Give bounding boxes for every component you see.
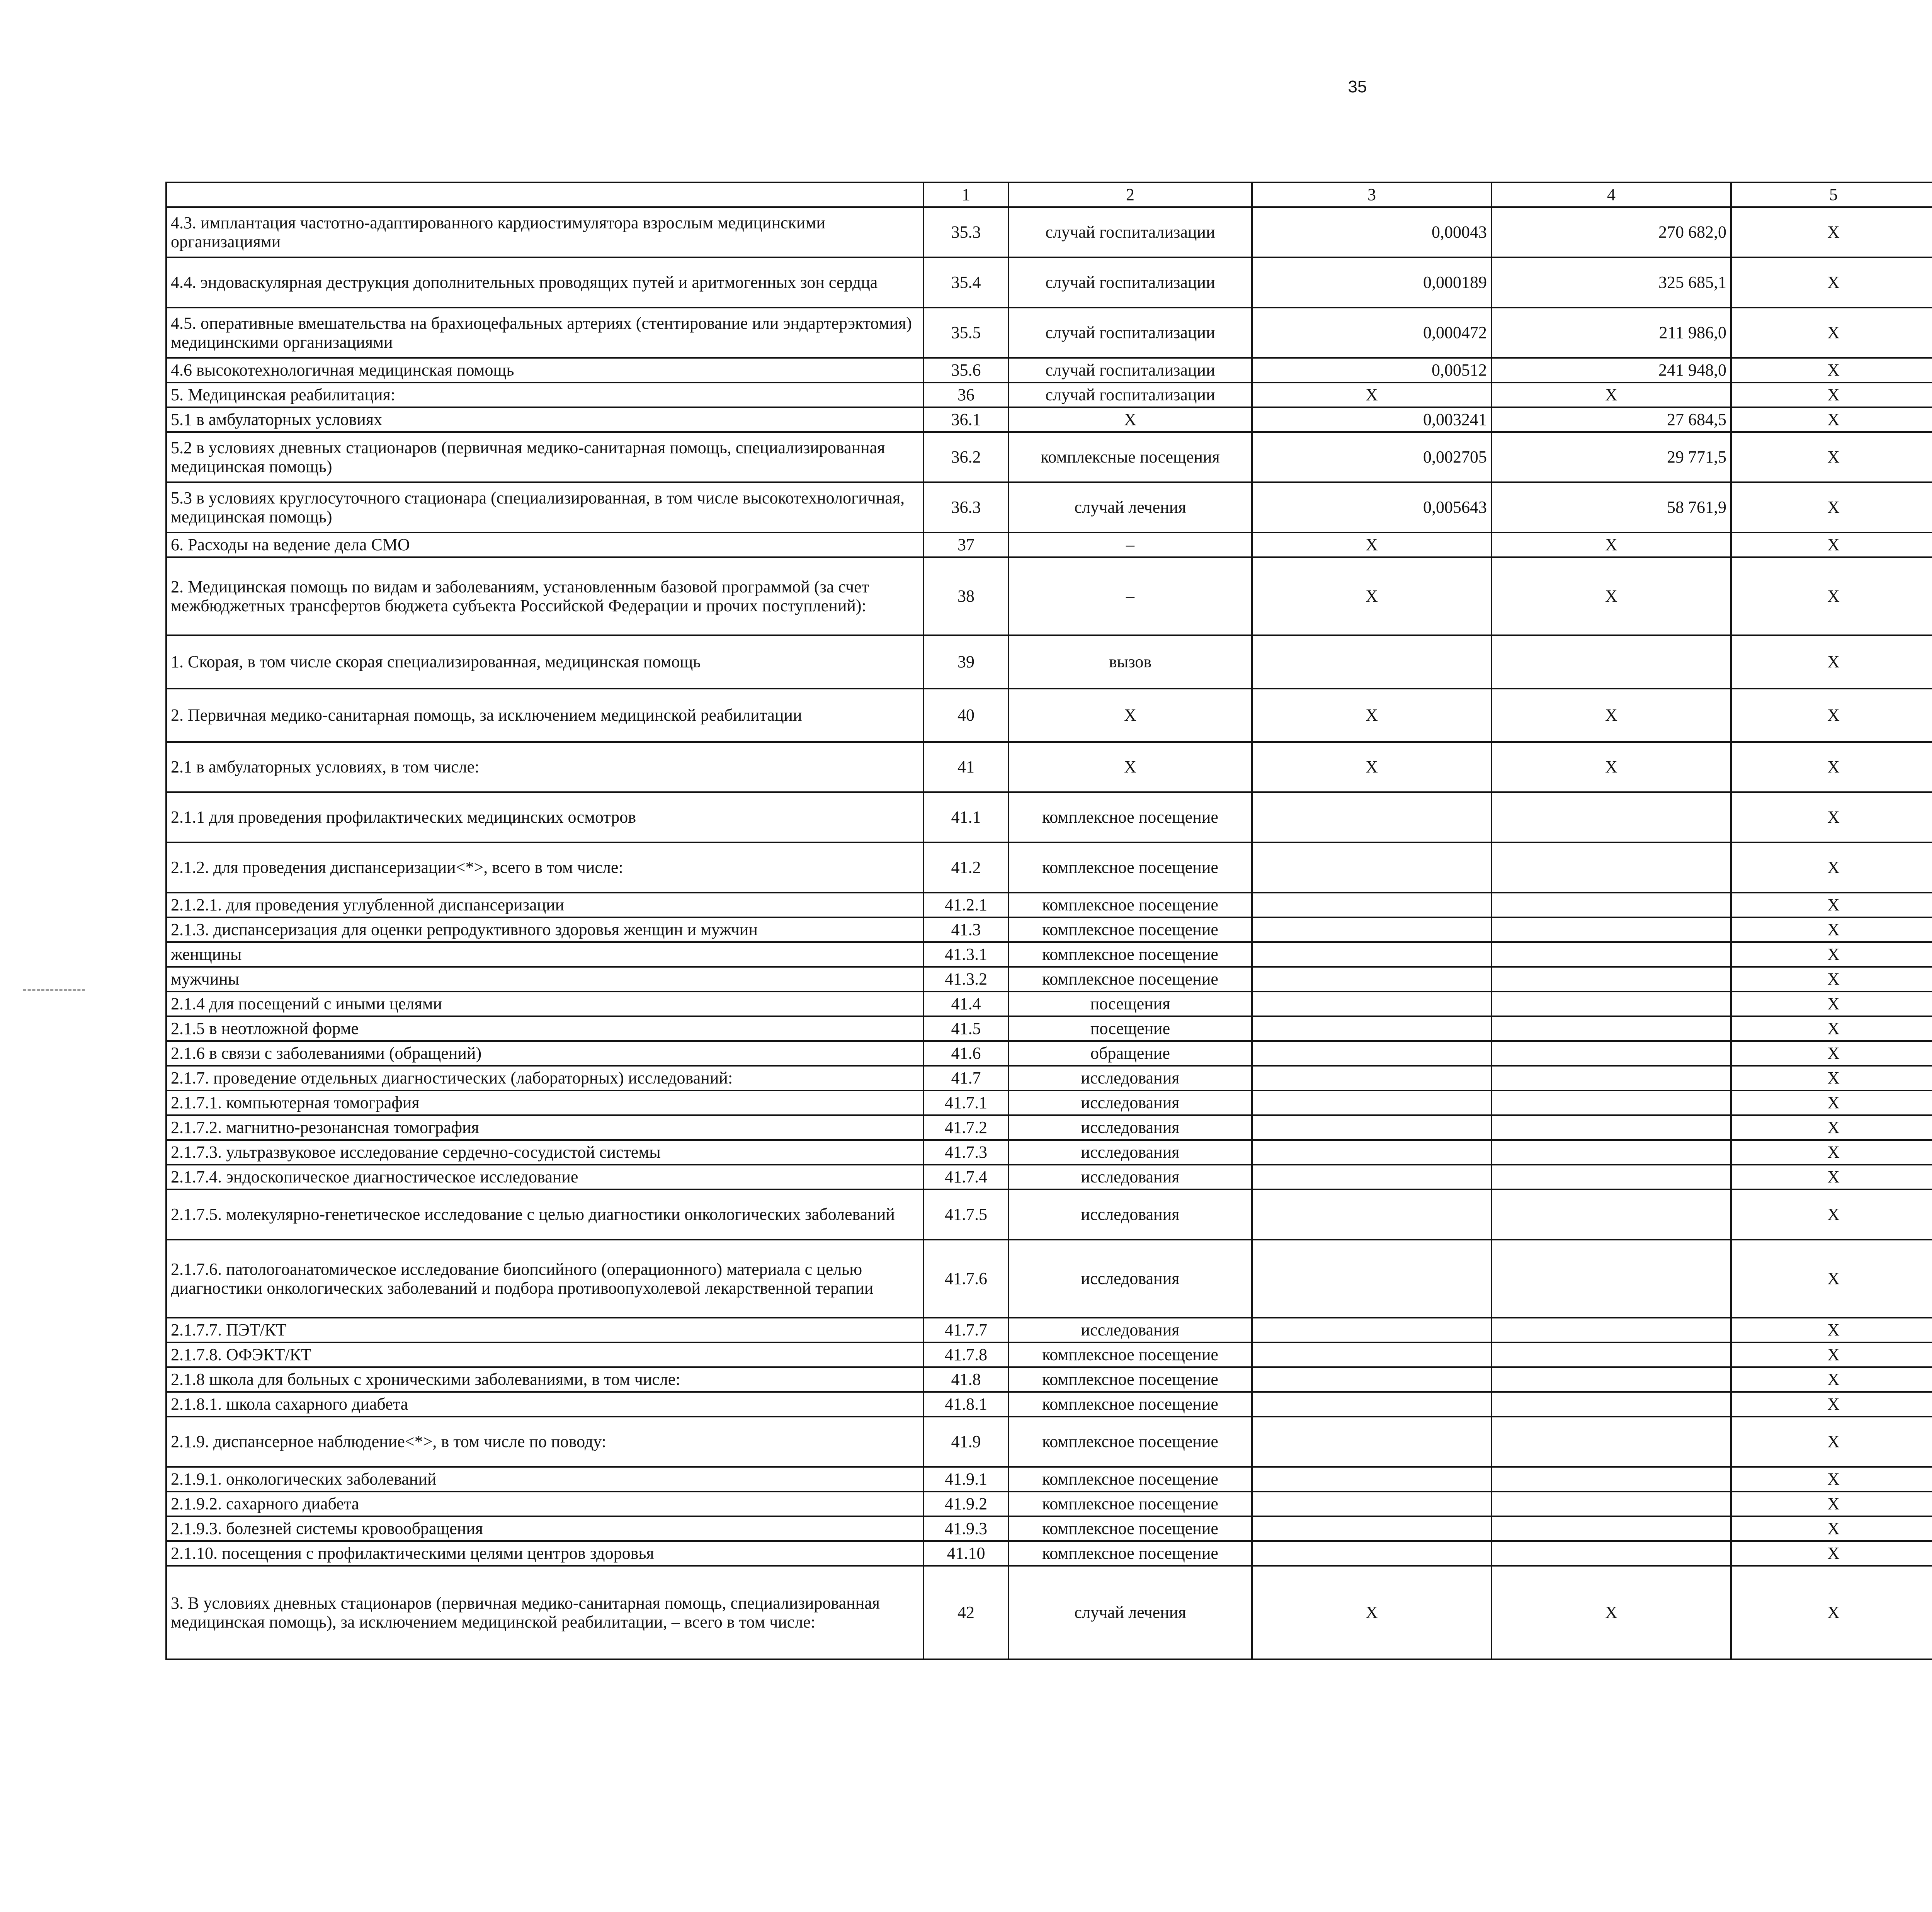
table-row	[166, 1417, 1932, 1467]
cell-col-4	[1492, 1140, 1731, 1165]
cell-row-code: 40	[923, 689, 1009, 742]
cell-col-5: X	[1731, 992, 1932, 1016]
table-row	[166, 358, 1932, 383]
cell-unit: комплексное посещение	[1009, 792, 1252, 842]
column-number-4: 4	[1492, 182, 1731, 207]
cell-row-code: 38	[923, 557, 1009, 635]
cell-row-label: 2.1.2.1. для проведения углубленной диспансеризации	[166, 893, 923, 917]
cell-row-label: 2.1.2. для проведения диспансеризации<*>, всего в том числе:	[166, 842, 923, 893]
cell-row-label: 2. Первичная медико-санитарная помощь, за исключением медицинской реабилитации	[166, 689, 923, 742]
cell-row-code: 41.7.1	[923, 1090, 1009, 1115]
cell-col-4: 58 761,9	[1492, 482, 1731, 532]
data-table	[165, 182, 1932, 1660]
cell-col-4	[1492, 893, 1731, 917]
cell-row-code: 36.1	[923, 407, 1009, 432]
cell-col-3	[1252, 992, 1492, 1016]
column-number-blank	[166, 182, 923, 207]
cell-col-3: X	[1252, 383, 1492, 407]
cell-col-3	[1252, 917, 1492, 942]
cell-unit: случай госпитализации	[1009, 308, 1252, 358]
cell-unit: случай госпитализации	[1009, 383, 1252, 407]
cell-col-5: X	[1731, 1467, 1932, 1492]
cell-col-4	[1492, 1115, 1731, 1140]
cell-col-5: X	[1731, 1140, 1932, 1165]
cell-col-3: 0,005643	[1252, 482, 1492, 532]
cell-col-5: X	[1731, 1417, 1932, 1467]
cell-unit: случай госпитализации	[1009, 207, 1252, 257]
cell-row-code: 41.9.2	[923, 1492, 1009, 1516]
cell-col-4	[1492, 992, 1731, 1016]
cell-unit: комплексное посещение	[1009, 1417, 1252, 1467]
cell-col-4: 325 685,1	[1492, 257, 1731, 308]
cell-row-code: 41.7	[923, 1066, 1009, 1090]
cell-col-4	[1492, 1090, 1731, 1115]
cell-col-4	[1492, 1318, 1731, 1342]
cell-row-code: 41	[923, 742, 1009, 792]
cell-col-4	[1492, 1189, 1731, 1240]
cell-col-5: X	[1731, 1318, 1932, 1342]
table-row	[166, 1342, 1932, 1367]
cell-col-3	[1252, 1318, 1492, 1342]
cell-row-code: 41.7.6	[923, 1240, 1009, 1318]
cell-unit: исследования	[1009, 1189, 1252, 1240]
cell-row-code: 41.7.5	[923, 1189, 1009, 1240]
table-row	[166, 1140, 1932, 1165]
cell-col-3: X	[1252, 742, 1492, 792]
cell-col-4: 211 986,0	[1492, 308, 1731, 358]
cell-col-5: X	[1731, 842, 1932, 893]
cell-unit: –	[1009, 532, 1252, 557]
cell-row-label: 5.1 в амбулаторных условиях	[166, 407, 923, 432]
cell-unit: исследования	[1009, 1066, 1252, 1090]
cell-col-3	[1252, 1516, 1492, 1541]
table-row	[166, 1392, 1932, 1417]
cell-col-3	[1252, 967, 1492, 992]
column-number-2: 2	[1009, 182, 1252, 207]
cell-row-label: 6. Расходы на ведение дела СМО	[166, 532, 923, 557]
cell-col-4: X	[1492, 383, 1731, 407]
cell-row-label: 2.1.9.2. сахарного диабета	[166, 1492, 923, 1516]
cell-unit: комплексное посещение	[1009, 1516, 1252, 1541]
cell-row-code: 35.4	[923, 257, 1009, 308]
cell-row-label: 4.6 высокотехнологичная медицинская помощь	[166, 358, 923, 383]
table-row	[166, 917, 1932, 942]
cell-col-5: X	[1731, 383, 1932, 407]
cell-col-5: X	[1731, 1566, 1932, 1659]
cell-col-5: X	[1731, 893, 1932, 917]
cell-col-5: X	[1731, 1115, 1932, 1140]
cell-row-label: 2.1.7.8. ОФЭКТ/КТ	[166, 1342, 923, 1367]
cell-col-5: X	[1731, 635, 1932, 689]
cell-row-code: 36	[923, 383, 1009, 407]
cell-col-4: X	[1492, 532, 1731, 557]
cell-row-code: 41.7.8	[923, 1342, 1009, 1367]
cell-col-3: 0,000472	[1252, 308, 1492, 358]
cell-row-code: 41.10	[923, 1541, 1009, 1566]
table-row	[166, 1467, 1932, 1492]
cell-col-3: 0,00043	[1252, 207, 1492, 257]
cell-col-3	[1252, 893, 1492, 917]
cell-col-4	[1492, 1041, 1731, 1066]
cell-col-5: X	[1731, 358, 1932, 383]
cell-col-3	[1252, 1392, 1492, 1417]
table-row	[166, 1516, 1932, 1541]
table-row	[166, 1115, 1932, 1140]
cell-col-3: 0,003241	[1252, 407, 1492, 432]
column-number-row	[166, 182, 1932, 207]
cell-row-label: 2.1.1 для проведения профилактических медицинских осмотров	[166, 792, 923, 842]
table-row	[166, 893, 1932, 917]
table-row	[166, 383, 1932, 407]
cell-row-label: 2.1 в амбулаторных условиях, в том числе:	[166, 742, 923, 792]
cell-unit: X	[1009, 689, 1252, 742]
cell-unit: исследования	[1009, 1090, 1252, 1115]
cell-col-5: X	[1731, 482, 1932, 532]
cell-row-label: 2.1.7.5. молекулярно-генетическое исследование с целью диагностики онкологических заболеваний	[166, 1189, 923, 1240]
cell-unit: комплексные посещения	[1009, 432, 1252, 482]
cell-col-3	[1252, 1165, 1492, 1189]
cell-row-code: 42	[923, 1566, 1009, 1659]
cell-col-4: 241 948,0	[1492, 358, 1731, 383]
cell-row-label: 5. Медицинская реабилитация:	[166, 383, 923, 407]
cell-col-3: 0,00512	[1252, 358, 1492, 383]
cell-unit: случай госпитализации	[1009, 358, 1252, 383]
cell-row-code: 41.9.1	[923, 1467, 1009, 1492]
table-row	[166, 1240, 1932, 1318]
cell-col-5: X	[1731, 532, 1932, 557]
cell-col-4	[1492, 967, 1731, 992]
cell-col-5: X	[1731, 742, 1932, 792]
cell-col-4	[1492, 1016, 1731, 1041]
table-row	[166, 1165, 1932, 1189]
cell-unit: комплексное посещение	[1009, 917, 1252, 942]
cell-col-5: X	[1731, 1240, 1932, 1318]
cell-col-3: X	[1252, 557, 1492, 635]
cell-col-5: X	[1731, 967, 1932, 992]
cell-unit: комплексное посещение	[1009, 1541, 1252, 1566]
cell-unit: вызов	[1009, 635, 1252, 689]
cell-row-label: 1. Скорая, в том числе скорая специализированная, медицинская помощь	[166, 635, 923, 689]
cell-col-3	[1252, 1342, 1492, 1367]
cell-row-label: 2.1.10. посещения с профилактическими целями центров здоровья	[166, 1541, 923, 1566]
cell-col-3: 0,000189	[1252, 257, 1492, 308]
cell-row-label: 2.1.4 для посещений с иными целями	[166, 992, 923, 1016]
cell-col-4: X	[1492, 689, 1731, 742]
cell-col-5: X	[1731, 942, 1932, 967]
cell-unit: комплексное посещение	[1009, 1492, 1252, 1516]
table-row	[166, 407, 1932, 432]
cell-row-label: 3. В условиях дневных стационаров (первичная медико-санитарная помощь, специализированная медицинская помощь), за исключением медицинской реабилитации, – всего в том числе:	[166, 1566, 923, 1659]
cell-unit: комплексное посещение	[1009, 942, 1252, 967]
cell-row-label: 4.5. оперативные вмешательства на брахиоцефальных артериях (стентирование или эндартерэктомия) медицинскими организациями	[166, 308, 923, 358]
cell-col-3	[1252, 792, 1492, 842]
cell-col-4	[1492, 792, 1731, 842]
cell-unit: случай госпитализации	[1009, 257, 1252, 308]
cell-row-label: 2.1.9. диспансерное наблюдение<*>, в том числе по поводу:	[166, 1417, 923, 1467]
table-row	[166, 842, 1932, 893]
cell-col-5: X	[1731, 407, 1932, 432]
cell-unit: –	[1009, 557, 1252, 635]
table-row	[166, 992, 1932, 1016]
cell-unit: посещения	[1009, 992, 1252, 1016]
cell-unit: комплексное посещение	[1009, 893, 1252, 917]
table-row	[166, 207, 1932, 257]
cell-unit: исследования	[1009, 1140, 1252, 1165]
cell-row-code: 41.8.1	[923, 1392, 1009, 1417]
cell-col-5: X	[1731, 1165, 1932, 1189]
cell-row-label: 2.1.7.1. компьютерная томография	[166, 1090, 923, 1115]
cell-col-5: X	[1731, 1367, 1932, 1392]
cell-col-4: 27 684,5	[1492, 407, 1731, 432]
cell-col-3	[1252, 1090, 1492, 1115]
cell-row-code: 41.2	[923, 842, 1009, 893]
cell-col-5: X	[1731, 1342, 1932, 1367]
cell-row-label: 2.1.9.1. онкологических заболеваний	[166, 1467, 923, 1492]
cell-unit: комплексное посещение	[1009, 1342, 1252, 1367]
cell-col-5: X	[1731, 1016, 1932, 1041]
cell-row-code: 41.1	[923, 792, 1009, 842]
cell-row-code: 41.7.7	[923, 1318, 1009, 1342]
cell-row-label: 4.4. эндоваскулярная деструкция дополнительных проводящих путей и аритмогенных зон сердца	[166, 257, 923, 308]
cell-unit: исследования	[1009, 1240, 1252, 1318]
cell-row-label: 2.1.7. проведение отдельных диагностических (лабораторных) исследований:	[166, 1066, 923, 1090]
table-row	[166, 635, 1932, 689]
table-row	[166, 308, 1932, 358]
cell-unit: комплексное посещение	[1009, 1392, 1252, 1417]
cell-unit: случай лечения	[1009, 482, 1252, 532]
cell-row-label: 2. Медицинская помощь по видам и заболеваниям, установленным базовой программой (за счет межбюджетных трансфертов бюджета субъекта Российской Федерации и прочих поступлений):	[166, 557, 923, 635]
table-row	[166, 689, 1932, 742]
table-row	[166, 532, 1932, 557]
cell-unit: случай лечения	[1009, 1566, 1252, 1659]
cell-col-5: X	[1731, 557, 1932, 635]
cell-row-label: женщины	[166, 942, 923, 967]
cell-col-3: X	[1252, 689, 1492, 742]
cell-unit: комплексное посещение	[1009, 967, 1252, 992]
cell-col-5: X	[1731, 1189, 1932, 1240]
table-row	[166, 742, 1932, 792]
cell-row-code: 41.2.1	[923, 893, 1009, 917]
column-number-1: 1	[923, 182, 1009, 207]
cell-row-label: 2.1.6 в связи с заболеваниями (обращений)	[166, 1041, 923, 1066]
cell-row-code: 39	[923, 635, 1009, 689]
cell-unit: исследования	[1009, 1115, 1252, 1140]
cell-col-5: X	[1731, 432, 1932, 482]
cell-col-4	[1492, 917, 1731, 942]
cell-row-code: 41.8	[923, 1367, 1009, 1392]
table-row	[166, 792, 1932, 842]
cell-col-4	[1492, 1066, 1731, 1090]
table-row	[166, 1090, 1932, 1115]
cell-col-5: X	[1731, 917, 1932, 942]
cell-col-4: X	[1492, 557, 1731, 635]
cell-row-label: 2.1.3. диспансеризация для оценки репродуктивного здоровья женщин и мужчин	[166, 917, 923, 942]
table-row	[166, 482, 1932, 532]
cell-col-5: X	[1731, 1541, 1932, 1566]
cell-row-label: 2.1.7.4. эндоскопическое диагностическое исследование	[166, 1165, 923, 1189]
cell-row-code: 41.5	[923, 1016, 1009, 1041]
cell-row-label: 5.2 в условиях дневных стационаров (первичная медико-санитарная помощь, специализированная медицинская помощь)	[166, 432, 923, 482]
cell-row-label: 2.1.5 в неотложной форме	[166, 1016, 923, 1041]
cell-row-code: 35.5	[923, 308, 1009, 358]
table-row	[166, 1189, 1932, 1240]
table-row	[166, 1566, 1932, 1659]
column-number-5: 5	[1731, 182, 1932, 207]
cell-row-label: 2.1.8.1. школа сахарного диабета	[166, 1392, 923, 1417]
table-row	[166, 1016, 1932, 1041]
cell-row-label: 2.1.7.2. магнитно-резонансная томография	[166, 1115, 923, 1140]
cell-row-code: 36.2	[923, 432, 1009, 482]
cell-col-4	[1492, 635, 1731, 689]
table-row	[166, 1492, 1932, 1516]
cell-col-5: X	[1731, 1066, 1932, 1090]
cell-col-5: X	[1731, 792, 1932, 842]
table-row	[166, 1318, 1932, 1342]
cell-row-code: 41.7.2	[923, 1115, 1009, 1140]
cell-row-label: 2.1.7.6. патологоанатомическое исследование биопсийного (операционного) материала с целью диагностики онкологических заболеваний и подбора противоопухолевой лекарственной терапии	[166, 1240, 923, 1318]
cell-row-label: 2.1.7.3. ультразвуковое исследование сердечно-сосудистой системы	[166, 1140, 923, 1165]
column-number-3: 3	[1252, 182, 1492, 207]
cell-col-5: X	[1731, 689, 1932, 742]
cell-col-3	[1252, 1066, 1492, 1090]
cell-col-4	[1492, 942, 1731, 967]
cell-col-3	[1252, 1041, 1492, 1066]
cell-row-label: мужчины	[166, 967, 923, 992]
cell-row-label: 2.1.8 школа для больных с хроническими заболеваниями, в том числе:	[166, 1367, 923, 1392]
cell-col-5: X	[1731, 207, 1932, 257]
cell-row-code: 41.7.4	[923, 1165, 1009, 1189]
cell-row-code: 36.3	[923, 482, 1009, 532]
cell-col-4: 29 771,5	[1492, 432, 1731, 482]
table-row	[166, 1367, 1932, 1392]
cell-unit: посещение	[1009, 1016, 1252, 1041]
cell-col-3	[1252, 1417, 1492, 1467]
cell-col-5: X	[1731, 1492, 1932, 1516]
cell-unit: исследования	[1009, 1165, 1252, 1189]
table-row	[166, 257, 1932, 308]
cell-col-4	[1492, 1165, 1731, 1189]
cell-unit: X	[1009, 407, 1252, 432]
table-row	[166, 557, 1932, 635]
cell-unit: комплексное посещение	[1009, 1467, 1252, 1492]
cell-row-code: 37	[923, 532, 1009, 557]
cell-row-code: 41.7.3	[923, 1140, 1009, 1165]
cell-col-5: X	[1731, 1041, 1932, 1066]
cell-row-code: 41.9.3	[923, 1516, 1009, 1541]
cell-col-4	[1492, 1541, 1731, 1566]
cell-unit: комплексное посещение	[1009, 1367, 1252, 1392]
cell-col-5: X	[1731, 257, 1932, 308]
cell-col-3	[1252, 1140, 1492, 1165]
cell-col-5: X	[1731, 308, 1932, 358]
cell-col-4	[1492, 1516, 1731, 1541]
cell-col-4	[1492, 1392, 1731, 1417]
cell-row-code: 41.3	[923, 917, 1009, 942]
cell-col-4	[1492, 1492, 1731, 1516]
cell-col-4	[1492, 842, 1731, 893]
cell-row-code: 41.3.1	[923, 942, 1009, 967]
table-row	[166, 1541, 1932, 1566]
cell-col-5: X	[1731, 1090, 1932, 1115]
cell-col-4: X	[1492, 1566, 1731, 1659]
cell-unit: X	[1009, 742, 1252, 792]
cell-col-4	[1492, 1240, 1731, 1318]
cell-col-3: X	[1252, 1566, 1492, 1659]
cell-row-label: 4.3. имплантация частотно-адаптированного кардиостимулятора взрослым медицинскими организациями	[166, 207, 923, 257]
table-row	[166, 942, 1932, 967]
cell-row-code: 41.4	[923, 992, 1009, 1016]
margin-dash-left	[23, 989, 85, 991]
cell-col-4	[1492, 1367, 1731, 1392]
table-row	[166, 432, 1932, 482]
cell-col-4: X	[1492, 742, 1731, 792]
cell-unit: обращение	[1009, 1041, 1252, 1066]
cell-col-5: X	[1731, 1516, 1932, 1541]
cell-col-4: 270 682,0	[1492, 207, 1731, 257]
cell-row-code: 41.9	[923, 1417, 1009, 1467]
cell-row-code: 35.3	[923, 207, 1009, 257]
cell-unit: исследования	[1009, 1318, 1252, 1342]
cell-col-3	[1252, 1240, 1492, 1318]
cell-col-3	[1252, 1115, 1492, 1140]
cell-col-3: 0,002705	[1252, 432, 1492, 482]
cell-col-4	[1492, 1417, 1731, 1467]
cell-col-3	[1252, 842, 1492, 893]
cell-col-3	[1252, 1492, 1492, 1516]
cell-col-3	[1252, 1367, 1492, 1392]
table-row	[166, 1041, 1932, 1066]
cell-col-3	[1252, 1541, 1492, 1566]
cell-row-code: 35.6	[923, 358, 1009, 383]
table-row	[166, 1066, 1932, 1090]
cell-row-label: 5.3 в условиях круглосуточного стационара (специализированная, в том числе высокотехнологичная, медицинская помощь)	[166, 482, 923, 532]
cell-col-5: X	[1731, 1392, 1932, 1417]
cell-col-3	[1252, 942, 1492, 967]
cell-col-3	[1252, 1467, 1492, 1492]
cell-row-label: 2.1.7.7. ПЭТ/КТ	[166, 1318, 923, 1342]
cell-unit: комплексное посещение	[1009, 842, 1252, 893]
cell-col-3	[1252, 1189, 1492, 1240]
cell-col-3: X	[1252, 532, 1492, 557]
cell-col-3	[1252, 635, 1492, 689]
cell-col-4	[1492, 1342, 1731, 1367]
cell-row-label: 2.1.9.3. болезней системы кровообращения	[166, 1516, 923, 1541]
page-number: 35	[1348, 77, 1367, 96]
cell-col-3	[1252, 1016, 1492, 1041]
table-row	[166, 967, 1932, 992]
cell-col-4	[1492, 1467, 1731, 1492]
cell-row-code: 41.6	[923, 1041, 1009, 1066]
cell-row-code: 41.3.2	[923, 967, 1009, 992]
